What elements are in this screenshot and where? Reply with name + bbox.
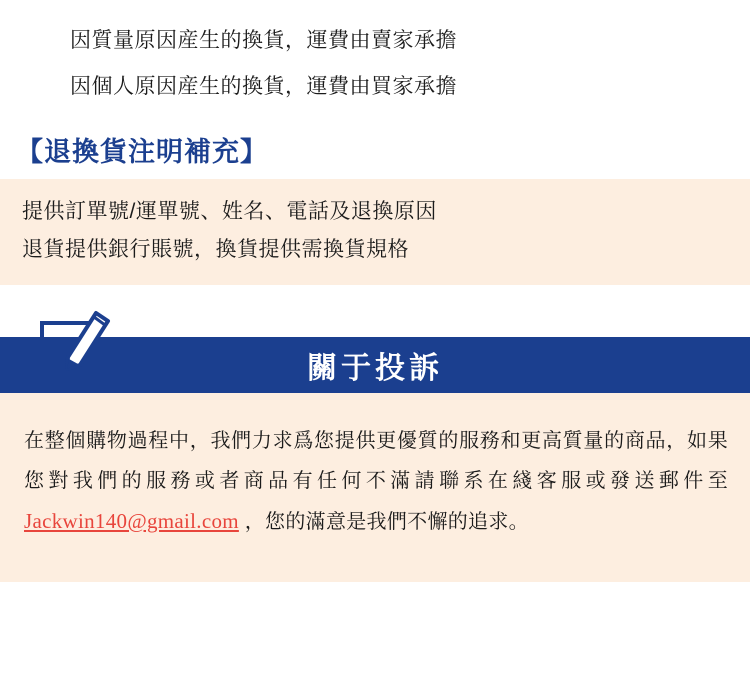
- return-policy-lines: [0, 0, 750, 110]
- closing-text-part2: ，您的滿意是我們不懈的追求。: [238, 511, 529, 533]
- return-policy-line: 因質量原因産生的換貨，運費由賣家承擔: [70, 29, 457, 52]
- return-policy-line: 因個人原因産生的換貨，運費由買家承擔: [70, 75, 457, 98]
- note-line: 提供訂單號/運單號、姓名、電話及退換原因: [22, 200, 437, 223]
- closing-block: [0, 393, 750, 582]
- support-email-link[interactable]: Jackwin140@gmail.com: [24, 509, 239, 533]
- complaint-banner-title: 關于投訴: [307, 352, 443, 385]
- note-block: [0, 179, 750, 285]
- pencil-note-icon: [38, 301, 114, 385]
- note-section-heading: 【退換貨注明補充】: [16, 137, 268, 167]
- note-line: 退貨提供銀行賬號，換貨提供需換貨規格: [22, 238, 409, 261]
- closing-text-part1: 在整個購物過程中，我們力求爲您提供更優質的服務和更高質量的商品，如果您對我們的服務或者商品有任何不滿請聯系在綫客服或發送郵件至: [24, 430, 728, 492]
- closing-paragraph: [0, 421, 750, 542]
- complaint-banner: [0, 337, 750, 393]
